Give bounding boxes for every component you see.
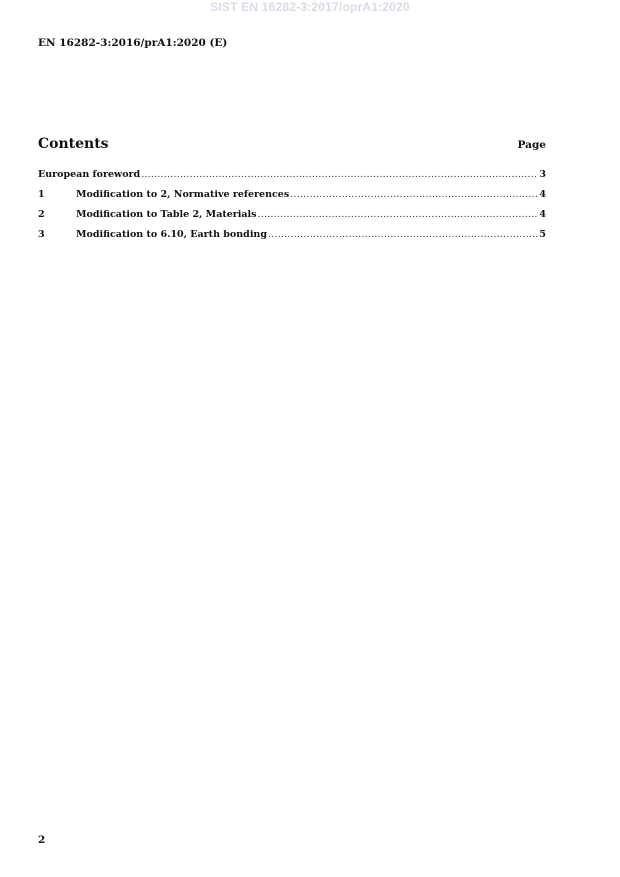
toc-entry-materials[interactable] bbox=[38, 209, 546, 229]
toc-entry-page: 4 bbox=[539, 209, 546, 220]
toc-entry-title: Modification to Table 2, Materials bbox=[76, 209, 257, 220]
toc-entry-number: 1 bbox=[38, 189, 45, 200]
document-identifier: EN 16282-3:2016/prA1:2020 (E) bbox=[38, 37, 228, 49]
toc-entry-page: 5 bbox=[539, 229, 546, 240]
page-number: 2 bbox=[38, 834, 46, 846]
toc-dot-leader bbox=[258, 209, 539, 220]
toc-entry-normative-references[interactable] bbox=[38, 189, 546, 209]
toc-dot-leader bbox=[290, 189, 538, 200]
toc-dot-leader bbox=[268, 229, 538, 240]
toc-entry-title: Modification to 6.10, Earth bonding bbox=[76, 229, 267, 240]
toc-entry-earth-bonding[interactable] bbox=[38, 229, 546, 249]
watermark: SIST EN 16282-3:2017/oprA1:2020 bbox=[210, 0, 410, 14]
toc-entry-page: 3 bbox=[539, 169, 546, 180]
toc-entry-title: Modification to 2, Normative references bbox=[76, 189, 290, 200]
toc-dot-leader bbox=[141, 169, 538, 180]
toc-entry-title: European foreword bbox=[38, 169, 141, 180]
toc-entry-number: 3 bbox=[38, 229, 45, 240]
toc-entry-page: 4 bbox=[539, 189, 546, 200]
toc-entry-number: 2 bbox=[38, 209, 45, 220]
page-column-label: Page bbox=[517, 139, 546, 151]
contents-heading bbox=[38, 136, 546, 154]
toc-entry-european-foreword[interactable] bbox=[38, 169, 546, 189]
table-of-contents bbox=[38, 169, 546, 249]
contents-title: Contents bbox=[38, 136, 109, 152]
